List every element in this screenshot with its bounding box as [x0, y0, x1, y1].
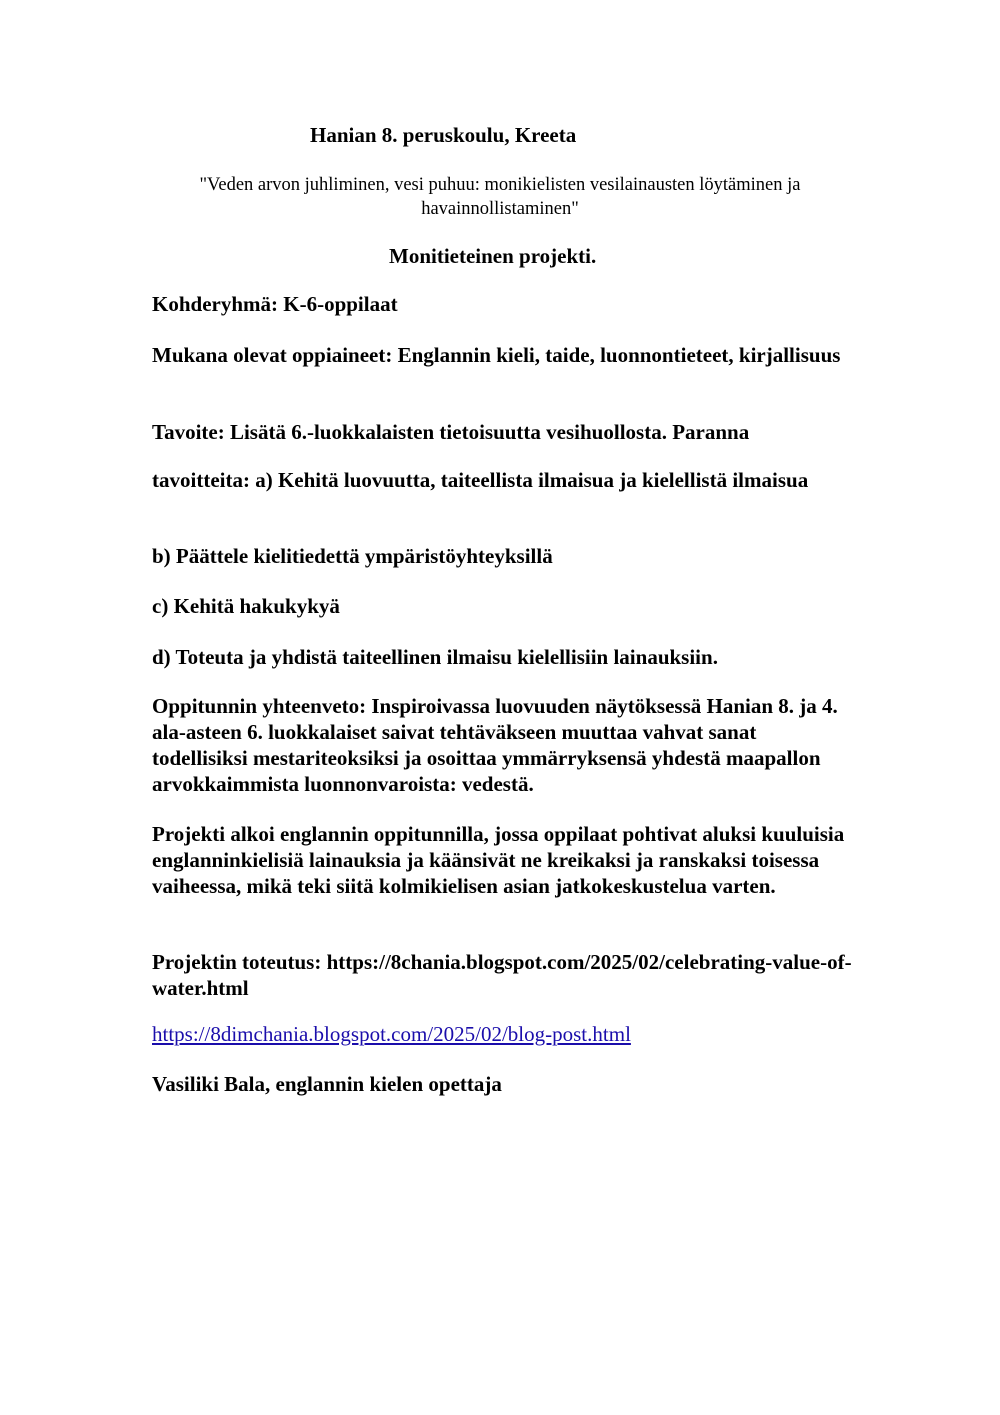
project-implementation: Projektin toteutus: https://8chania.blogspot.com/2025/02/celebrating-value-of-water.html: [152, 950, 852, 1000]
objective-c: c) Kehitä hakukykyä: [152, 594, 340, 618]
project-description: Projekti alkoi englannin oppitunnilla, jossa oppilaat pohtivat aluksi kuuluisia englanninkielisiä lainauksia ja käänsivät ne kreikaksi ja ranskaksi toisessa vaiheessa, mikä teki siitä kolmikielisen asian jatkokeskustelua varten.: [152, 822, 845, 898]
project-quote-title: "Veden arvon juhliminen, vesi puhuu: monikielisten vesilainausten löytäminen ja havainnollistaminen": [199, 175, 801, 219]
target-group: Kohderyhmä: K-6-oppilaat: [152, 292, 398, 316]
objective-b: b) Päättele kielitiedettä ympäristöyhteyksillä: [152, 544, 553, 568]
objective-a: tavoitteita: a) Kehitä luovuutta, taiteellista ilmaisua ja kielellistä ilmaisua: [152, 468, 809, 492]
author-signature: Vasiliki Bala, englannin kielen opettaja: [152, 1072, 502, 1096]
project-type-heading: Monitieteinen projekti.: [389, 244, 597, 268]
goal-statement: Tavoite: Lisätä 6.-luokkalaisten tietoisuutta vesihuollosta. Paranna: [152, 420, 750, 444]
document-title: Hanian 8. peruskoulu, Kreeta: [310, 123, 577, 147]
blog-post-link[interactable]: https://8dimchania.blogspot.com/2025/02/blog-post.html: [152, 1022, 631, 1046]
objective-d: d) Toteuta ja yhdistä taiteellinen ilmaisu kielellisiin lainauksiin.: [152, 645, 718, 669]
subjects-involved: Mukana olevat oppiaineet: Englannin kieli, taide, luonnontieteet, kirjallisuus: [152, 343, 841, 367]
lesson-summary: Oppitunnin yhteenveto: Inspiroivassa luovuuden näytöksessä Hanian 8. ja 4. ala-asteen 6. luokkalaiset saivat tehtäväkseen muuttaa vahvat sanat todellisiksi mestariteoksiksi ja osoittaa ymmärryksensä yhdestä maapallon arvokkaimmista luonnonvaroista: vedestä.: [152, 694, 838, 796]
